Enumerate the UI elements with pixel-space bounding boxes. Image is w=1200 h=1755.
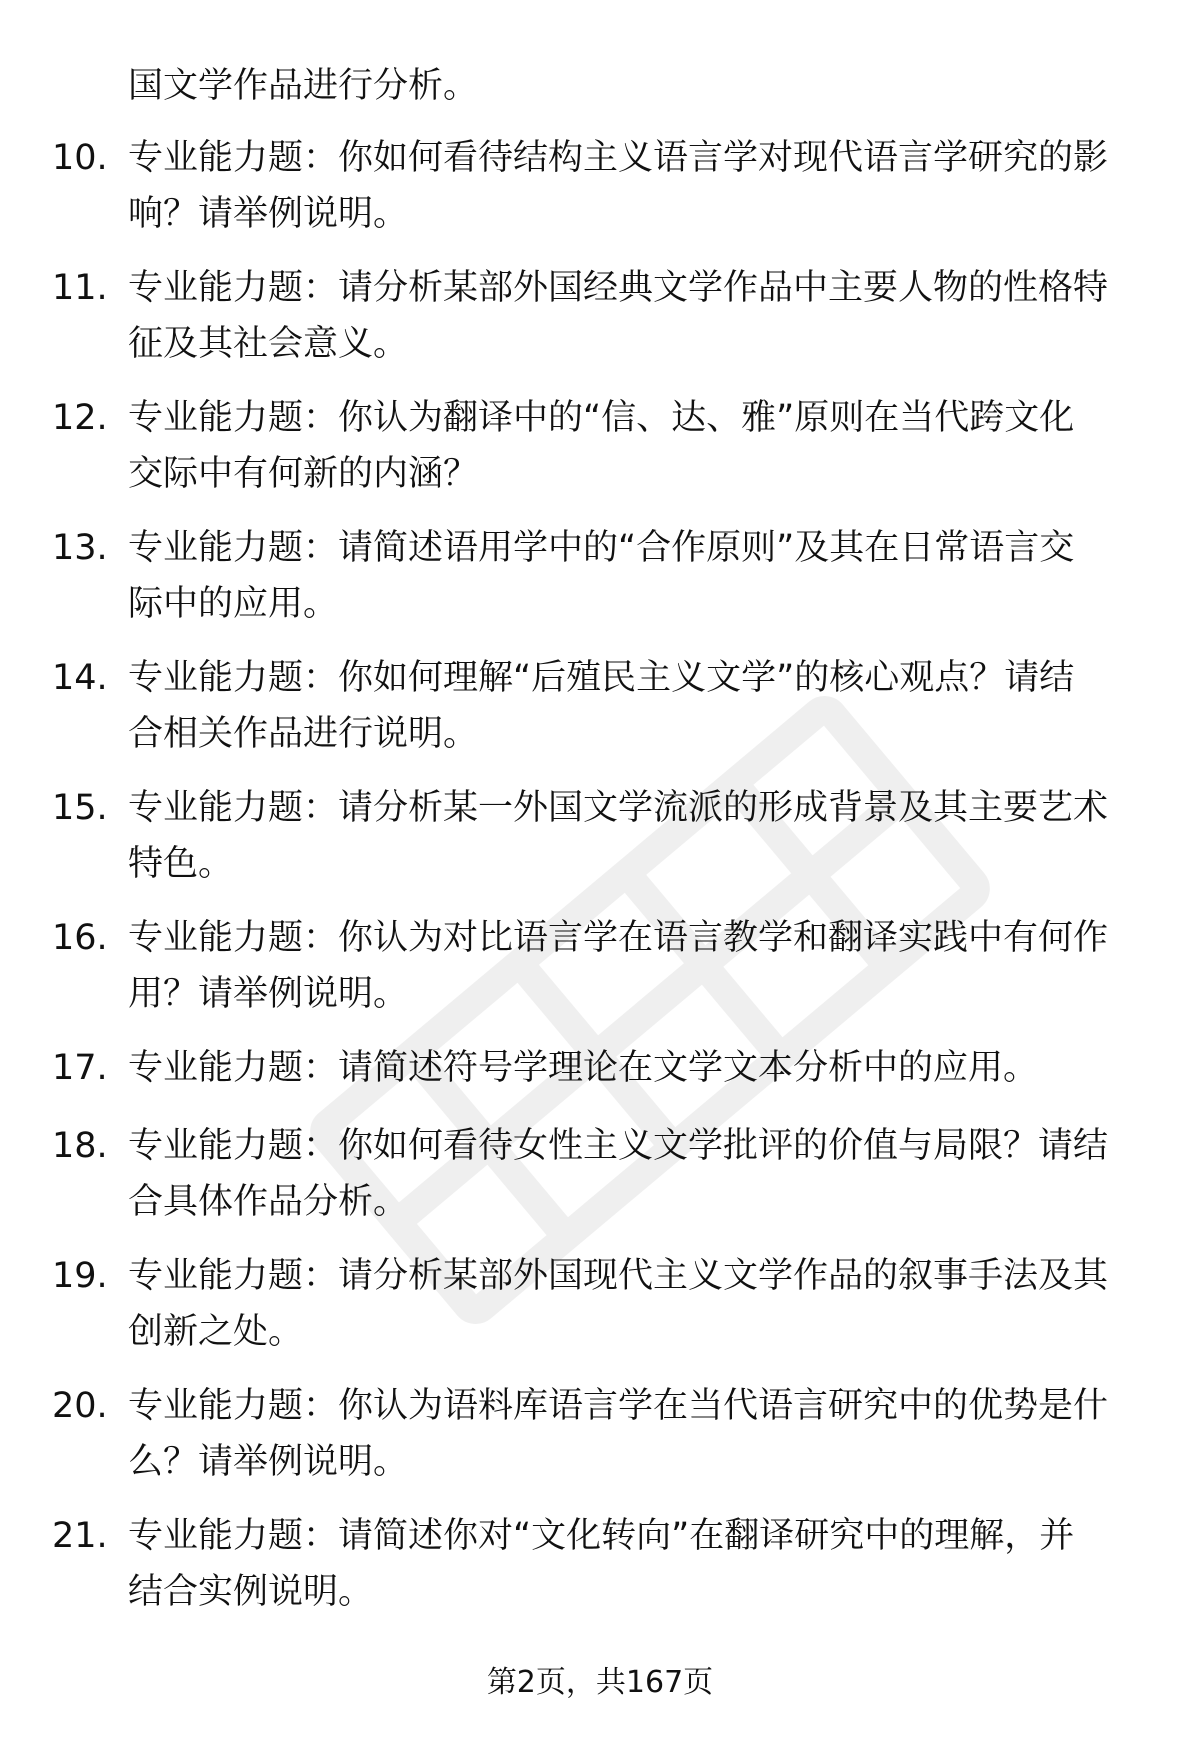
- question-text: [128, 390, 1138, 502]
- question-text-line: 专业能力题：你如何看待女性主义文学批评的价值与局限？请结: [128, 1126, 1109, 1166]
- question-text-line: 征及其社会意义。: [128, 324, 409, 364]
- question-text-line: 专业能力题：请分析某部外国现代主义文学作品的叙事手法及其: [128, 1256, 1109, 1296]
- question-text-line: 专业能力题：请分析某一外国文学流派的形成背景及其主要艺术: [128, 788, 1109, 828]
- question-text-line: 专业能力题：请简述语用学中的“合作原则”及其在日常语言交: [128, 528, 1075, 568]
- question-text-line: 专业能力题：你认为对比语言学在语言教学和翻译实践中有何作: [128, 918, 1109, 958]
- question-text-line: 合具体作品分析。: [128, 1182, 409, 1222]
- question-text-line: 特色。: [128, 844, 234, 884]
- question-text-line: 么？请举例说明。: [128, 1442, 409, 1482]
- question-text-line: 专业能力题：请简述符号学理论在文学文本分析中的应用。: [128, 1048, 1039, 1088]
- question-text-line: 响？请举例说明。: [128, 194, 409, 234]
- question-text: [128, 130, 1138, 242]
- question-text-line: 用？请举例说明。: [128, 974, 409, 1014]
- question-text-line: 专业能力题：你认为语料库语言学在当代语言研究中的优势是什: [128, 1386, 1109, 1426]
- question-number: 17.: [52, 1048, 108, 1088]
- question-number: 14.: [52, 658, 108, 698]
- question-text-line: 专业能力题：请简述你对“文化转向”在翻译研究中的理解，并: [128, 1516, 1075, 1556]
- question-number: 19.: [52, 1256, 108, 1296]
- question-text: [128, 1118, 1138, 1230]
- question-text-line: 合相关作品进行说明。: [128, 714, 479, 754]
- question-text: [128, 910, 1138, 1022]
- question-text: [128, 1040, 1138, 1096]
- page-footer: 第2页，共167页: [486, 1665, 714, 1700]
- question-number: 21.: [52, 1516, 108, 1556]
- question-number: 11.: [52, 268, 108, 308]
- question-number: 10.: [52, 138, 108, 178]
- question-number: 15.: [52, 788, 108, 828]
- question-number: 18.: [52, 1126, 108, 1166]
- question-text-line: 专业能力题：你如何看待结构主义语言学对现代语言学研究的影: [128, 138, 1109, 178]
- question-number: 20.: [52, 1386, 108, 1426]
- question-text-line: 专业能力题：请分析某部外国经典文学作品中主要人物的性格特: [128, 268, 1109, 308]
- question-text: [128, 260, 1138, 372]
- question-text: [128, 1248, 1138, 1360]
- question-number: 16.: [52, 918, 108, 958]
- continuation-text: 国文学作品进行分析。: [128, 66, 479, 106]
- question-number: 12.: [52, 398, 108, 438]
- question-text: [128, 1378, 1138, 1490]
- question-text: [128, 1508, 1138, 1620]
- question-text-line: 际中的应用。: [128, 584, 339, 624]
- question-number: 13.: [52, 528, 108, 568]
- question-text: [128, 780, 1138, 892]
- question-text-line: 专业能力题：你如何理解“后殖民主义文学”的核心观点？请结: [128, 658, 1075, 698]
- question-text-line: 交际中有何新的内涵？: [128, 454, 479, 494]
- question-text: [128, 520, 1138, 632]
- question-text-line: 专业能力题：你认为翻译中的“信、达、雅”原则在当代跨文化: [128, 398, 1075, 438]
- question-text-line: 结合实例说明。: [128, 1572, 374, 1612]
- question-text-line: 创新之处。: [128, 1312, 304, 1352]
- question-text: [128, 650, 1138, 762]
